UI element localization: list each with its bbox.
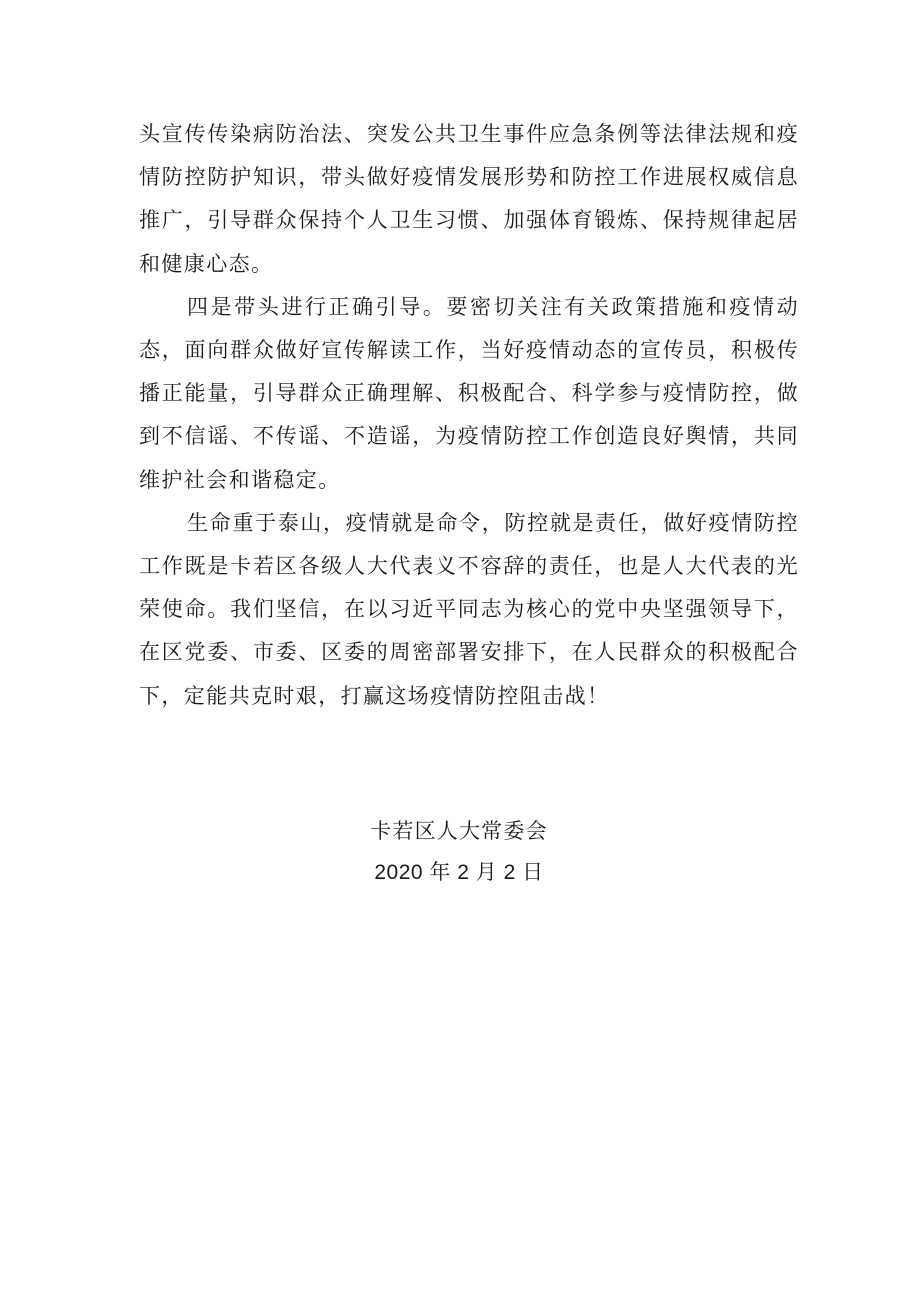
paragraph-conclusion xyxy=(139,502,799,718)
organization-name: 卡若区人大常委会 xyxy=(370,819,548,843)
date-text: 2020 年 2 月 2 日 xyxy=(374,861,544,884)
paragraph-guidance xyxy=(139,286,799,502)
paragraph-text: 头宣传传染病防治法、突发公共卫生事件应急条例等法律法规和疫情防控防护知识，带头做好疫情发展形势和防控工作进展权威信息推广，引导群众保持个人卫生习惯、加强体育锻炼、保持规律起居和健康心态。 xyxy=(139,122,799,276)
document-body xyxy=(139,113,799,718)
paragraph-lead: 四是带头进行正确引导。 xyxy=(187,294,447,319)
signature-organization xyxy=(0,810,920,852)
paragraph-text: 要密切关注有关政策措施和疫情动态，面向群众做好宣传解读工作，当好疫情动态的宣传员，积极传播正能量，引导群众正确理解、积极配合、科学参与疫情防控，做到不信谣、不传谣、不造谣，为疫情防控工作创造良好舆情，共同维护社会和谐稳定。 xyxy=(139,294,799,492)
signature-date xyxy=(0,852,920,894)
signature-block xyxy=(0,810,920,894)
paragraph-text: 生命重于泰山，疫情就是命令，防控就是责任，做好疫情防控工作既是卡若区各级人大代表义不容辞的责任，也是人大代表的光荣使命。我们坚信，在以习近平同志为核心的党中央坚强领导下，在区党委、市委、区委的周密部署安排下，在人民群众的积极配合下，定能共克时艰，打赢这场疫情防控阻击战！ xyxy=(139,510,799,708)
paragraph-continuation xyxy=(139,113,799,286)
